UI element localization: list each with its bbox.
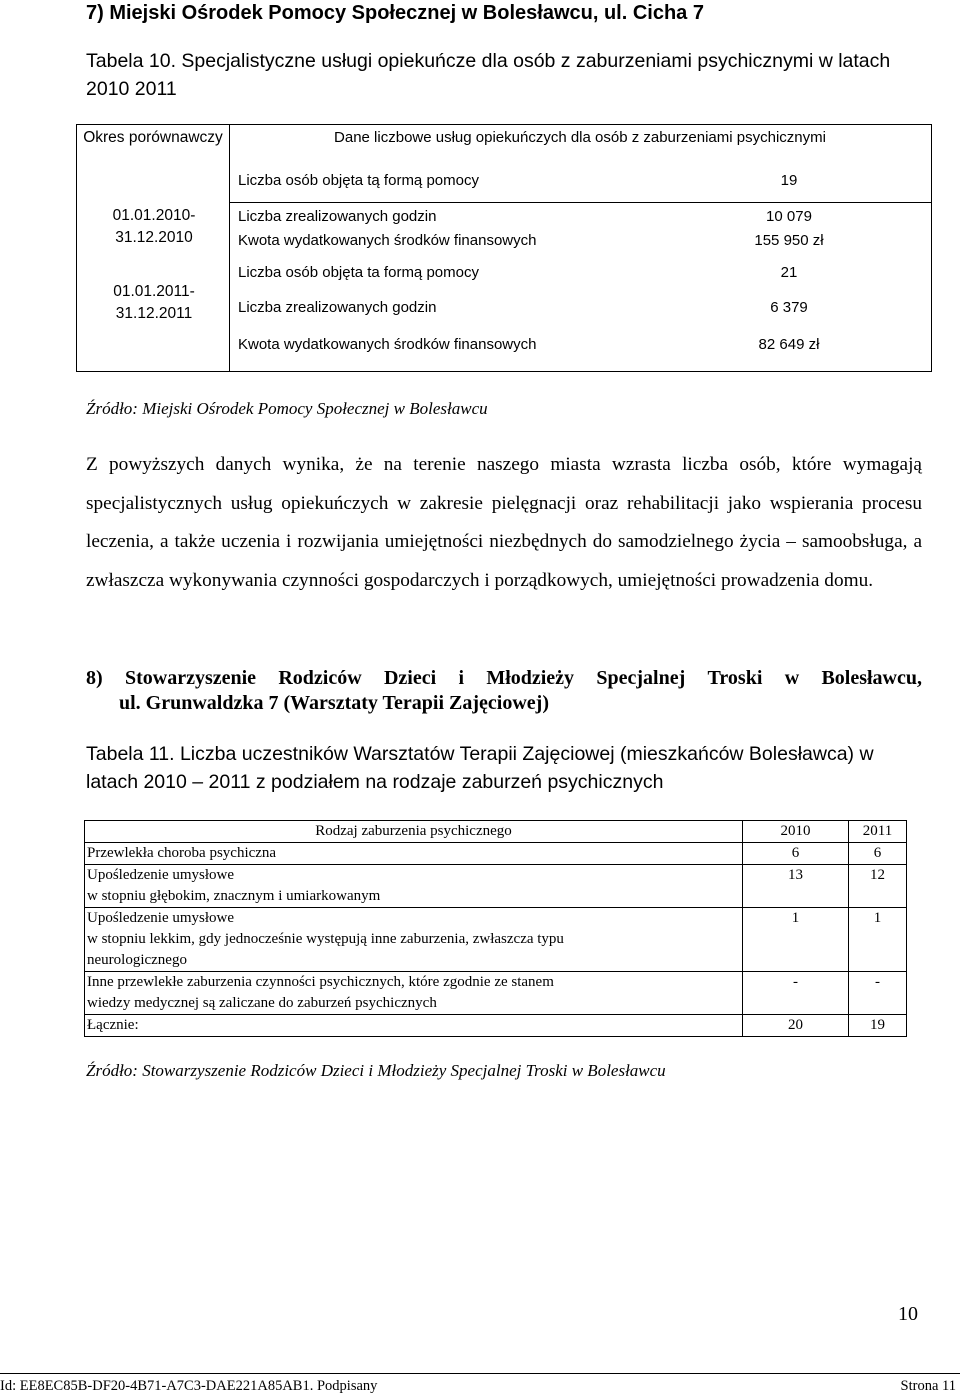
body-paragraph: Z powyższych danych wynika, że na terenie naszego miasta wzrasta liczba osób, które wymagają specjalistycznych usług opiekuńczych w zakresie pielęgnacji oraz rehabilitacji jako wspierania procesu leczenia, a także uczenia i rozwijania umiejętności niezbędnych do samodzielnego życia – samoobsługa, a zwłaszcza wykonywania czynności gospodarczych i porządkowych, umiejętności prowadzenia domu.	[86, 454, 922, 591]
table-11-caption: Tabela 11. Liczba uczestników Warsztatów Terapii Zajęciowej (mieszkańców Bolesławca) w latach 2010 – 2011 z podziałem na rodzaje zaburzeń psychicznych	[86, 743, 874, 793]
page-number: 10	[898, 1303, 918, 1325]
row-value: 155 950 zł	[754, 232, 824, 249]
row-label: Inne przewlekłe zaburzenia czynności psychicznych, które zgodnie ze stanem wiedzy medycznej są zaliczane do zaburzeń psychicznych	[85, 972, 743, 1015]
column-header-period: Okres porównawczy	[83, 129, 223, 146]
row-label: Łącznie:	[85, 1015, 743, 1037]
heading-word: 8)	[86, 667, 103, 689]
heading-word: Bolesławcu,	[821, 667, 922, 689]
row-value: 6 379	[770, 299, 808, 316]
period-2010: 01.01.2010- 31.12.2010	[112, 207, 196, 246]
footer-divider	[0, 1373, 960, 1374]
cell-2010: -	[743, 972, 849, 1015]
table-row	[85, 843, 907, 865]
heading-word: Młodzieży	[486, 667, 575, 689]
row-label: Liczba zrealizowanych godzin	[238, 208, 437, 225]
table-10	[76, 124, 932, 372]
heading-word: Specjalnej	[596, 667, 686, 689]
heading-word: w	[784, 667, 800, 689]
row-label: Upośledzenie umysłowe w stopniu lekkim, gdy jednocześnie występują inne zaburzenia, zwłaszcza typu neurologicznego	[85, 908, 743, 972]
section-8-heading-line-1	[86, 666, 922, 691]
cell-2011: 1	[849, 908, 907, 972]
column-header: 2010	[743, 821, 849, 843]
row-value: 82 649 zł	[758, 336, 820, 353]
cell-2011: 19	[849, 1015, 907, 1037]
table-11	[84, 820, 907, 1037]
row-label: Liczba osób objęta ta formą pomocy	[238, 264, 479, 281]
cell-2010: 20	[743, 1015, 849, 1037]
table-total-row	[85, 1015, 907, 1037]
table-11-source: Źródło: Stowarzyszenie Rodziców Dzieci i Młodzieży Specjalnej Troski w Bolesławcu	[86, 1061, 666, 1080]
table-row	[85, 908, 907, 972]
row-label: Liczba zrealizowanych godzin	[238, 299, 437, 316]
column-header: Rodzaj zaburzenia psychicznego	[85, 821, 743, 843]
heading-word: i	[458, 667, 465, 689]
table-10-source: Źródło: Miejski Ośrodek Pomocy Społecznej w Bolesławcu	[86, 399, 488, 418]
row-label: Przewlekła choroba psychiczna	[85, 843, 743, 865]
row-label: Liczba osób objęta tą formą pomocy	[238, 172, 479, 189]
row-label: Kwota wydatkowanych środków finansowych	[238, 336, 537, 353]
row-value: 21	[780, 264, 798, 281]
heading-word: Troski	[707, 667, 763, 689]
table-header-row	[85, 821, 907, 843]
cell-2010: 6	[743, 843, 849, 865]
cell-2011: -	[849, 972, 907, 1015]
footer-page-label: Strona 11	[900, 1378, 956, 1394]
section-8-heading-line-2: ul. Grunwaldzka 7 (Warsztaty Terapii Zajęciowej)	[119, 692, 549, 714]
table-row	[85, 972, 907, 1015]
row-value: 10 079	[766, 208, 812, 225]
cell-2011: 12	[849, 865, 907, 908]
column-header: 2011	[849, 821, 907, 843]
cell-2010: 1	[743, 908, 849, 972]
section-7-heading: 7) Miejski Ośrodek Pomocy Społecznej w Bolesławcu, ul. Cicha 7	[86, 2, 704, 24]
table-divider	[229, 202, 931, 203]
heading-word: Stowarzyszenie	[124, 667, 257, 689]
table-row	[85, 865, 907, 908]
cell-2011: 6	[849, 843, 907, 865]
table-10-caption: Tabela 10. Specjalistyczne usługi opiekuńcze dla osób z zaburzeniami psychicznymi w latach 2010 2011	[86, 50, 891, 100]
period-2011: 01.01.2011- 31.12.2011	[113, 283, 195, 322]
column-header-data: Dane liczbowe usług opiekuńczych dla osób z zaburzeniami psychicznymi	[334, 129, 826, 146]
row-label: Kwota wydatkowanych środków finansowych	[238, 232, 537, 249]
cell-2010: 13	[743, 865, 849, 908]
row-label: Upośledzenie umysłowe w stopniu głębokim, znacznym i umiarkowanym	[85, 865, 743, 908]
row-value: 19	[780, 172, 798, 189]
heading-word: Rodziców	[278, 667, 362, 689]
section-8-heading	[86, 666, 922, 716]
heading-word: Dzieci	[383, 667, 437, 689]
table-divider	[229, 125, 230, 371]
footer-document-id: Id: EE8EC85B-DF20-4B71-A7C3-DAE221A85AB1. Podpisany	[0, 1378, 378, 1394]
